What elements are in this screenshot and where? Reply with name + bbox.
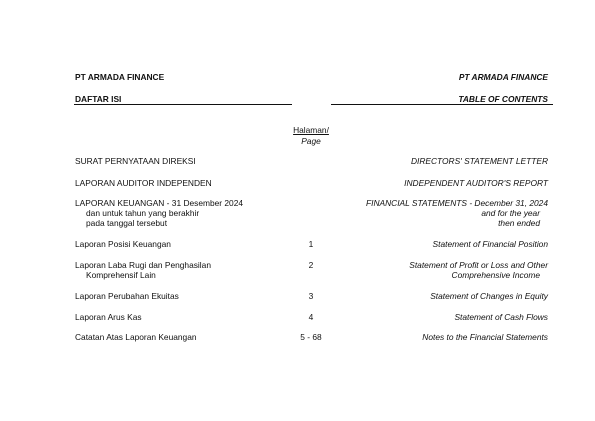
toc-entry-profit-loss-page: 2 [308, 260, 314, 270]
toc-entry-financial-statements-en-sub1: and for the year [481, 208, 540, 218]
document-title-id: DAFTAR ISI [75, 94, 122, 104]
toc-entry-profit-loss-id: Laporan Laba Rugi dan Penghasilan [75, 260, 211, 270]
toc-entry-profit-loss-en-sub1: Comprehensive Income [451, 270, 540, 280]
toc-entry-directors-statement-en: DIRECTORS' STATEMENT LETTER [410, 156, 548, 166]
toc-entry-notes-id: Catatan Atas Laporan Keuangan [75, 332, 197, 342]
title-rule-left [74, 104, 292, 105]
toc-entry-changes-equity-id: Laporan Perubahan Ekuitas [75, 291, 179, 301]
toc-entry-cash-flows-page: 4 [308, 312, 314, 322]
toc-entry-financial-statements-id-sub1: dan untuk tahun yang berakhir [86, 208, 200, 218]
toc-entry-profit-loss-en: Statement of Profit or Loss and Other [409, 260, 548, 270]
toc-entry-cash-flows-en: Statement of Cash Flows [454, 312, 548, 322]
toc-entry-profit-loss-id-sub1: Komprehensif Lain [86, 270, 156, 280]
toc-entry-financial-statements-id: LAPORAN KEUANGAN - 31 Desember 2024 [75, 198, 244, 208]
toc-entry-financial-statements-en: FINANCIAL STATEMENTS - December 31, 2024 [366, 198, 548, 208]
page-column-label-en: Page [301, 136, 321, 146]
toc-entry-financial-position-en: Statement of Financial Position [432, 239, 548, 249]
toc-entry-auditor-report-en: INDEPENDENT AUDITOR'S REPORT [404, 178, 548, 188]
toc-entry-financial-statements-id-sub2: pada tanggal tersebut [86, 218, 168, 228]
document-title-en: TABLE OF CONTENTS [458, 94, 548, 104]
toc-entry-auditor-report-id: LAPORAN AUDITOR INDEPENDEN [75, 178, 212, 188]
page-column-label-id: Halaman/ [293, 125, 329, 135]
company-name-en: PT ARMADA FINANCE [458, 72, 548, 82]
toc-entry-directors-statement-id: SURAT PERNYATAAN DIREKSI [75, 156, 196, 166]
toc-entry-changes-equity-en: Statement of Changes in Equity [430, 291, 548, 301]
toc-entry-notes-en: Notes to the Financial Statements [422, 332, 548, 342]
toc-entry-financial-position-page: 1 [308, 239, 314, 249]
company-name-id: PT ARMADA FINANCE [75, 72, 165, 82]
title-rule-right [331, 104, 553, 105]
toc-entry-notes-page: 5 - 68 [300, 332, 322, 342]
toc-entry-changes-equity-page: 3 [308, 291, 314, 301]
toc-entry-financial-position-id: Laporan Posisi Keuangan [75, 239, 171, 249]
toc-entry-cash-flows-id: Laporan Arus Kas [75, 312, 142, 322]
toc-entry-financial-statements-en-sub2: then ended [498, 218, 540, 228]
